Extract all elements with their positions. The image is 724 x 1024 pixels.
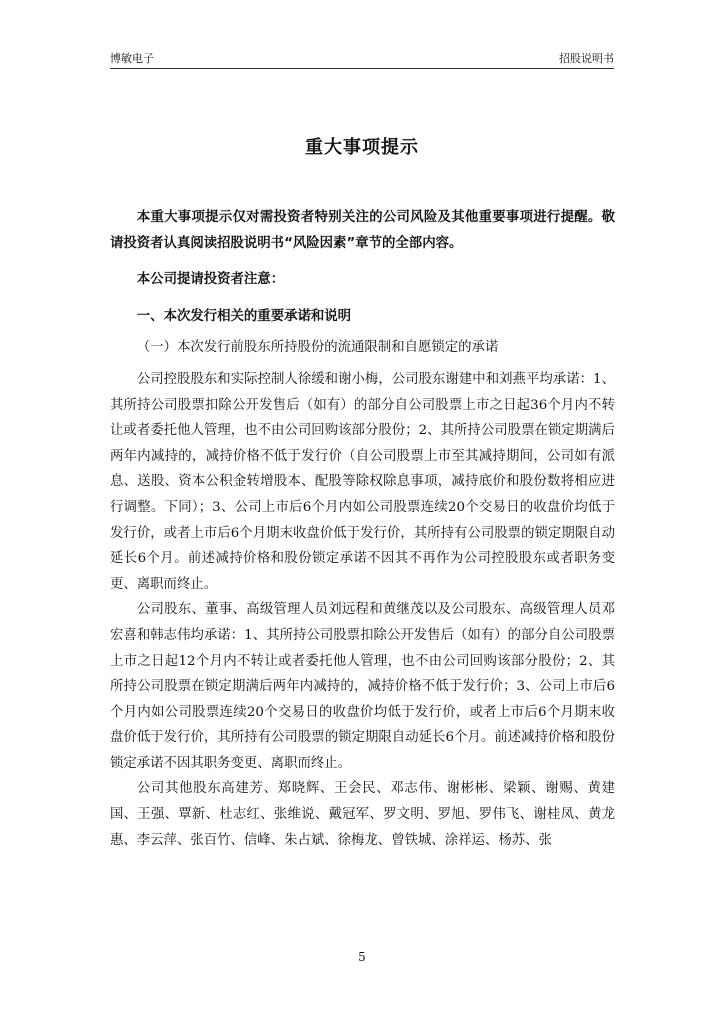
header-doc-type: 招股说明书 (559, 52, 614, 65)
page-header (110, 50, 614, 69)
section-subheading: （一）本次发行前股东所持股份的流通限制和自愿锁定的承诺 (136, 340, 499, 356)
intro-paragraph: 本重大事项提示仅对需投资者特别关注的公司风险及其他重要事项进行提醒。敬请投资者认真阅读招股说明书“风险因素”章节的全部内容。 (110, 210, 615, 251)
body-paragraph-3: 公司其他股东高建芳、郑晓辉、王会民、邓志伟、谢彬彬、梁颖、谢赐、黄建国、王强、覃新、杜志红、张维说、戴冠军、罗文明、罗旭、罗伟飞、谢桂凤、黄龙惠、李云萍、张百竹、信峰、朱占斌、徐梅龙、曾铁城、涂祥运、杨苏、张 (110, 781, 615, 848)
body-paragraph-1: 公司控股股东和实际控制人徐缓和谢小梅，公司股东谢建中和刘燕平均承诺：1、其所持公司股票扣除公开发售后（如有）的部分自公司股票上市之日起36个月内不转让或者委托他人管理，也不由公司回购该部分股份；2、其所持公司股票在锁定期满后两年内减持的，减持价格不低于发行价（自公司股票上市至其减持期间，公司如有派息、送股、资本公积金转增股本、配股等除权除息事项，减持底价和股份数将相应进行调整。下同）；3、公司上市后6个月内如公司股票连续20个交易日的收盘价均低于发行价，或者上市后6个月期末收盘价低于发行价，其所持有公司股票的锁定期限自动延长6个月。前述减持价格和股份锁定承诺不因其不再作为公司控股股东或者职务变更、离职而终止。 (110, 371, 615, 592)
page-title: 重大事项提示 (305, 137, 419, 158)
body-paragraph-2: 公司股东、董事、高级管理人员刘远程和黄继茂以及公司股东、高级管理人员邓宏喜和韩志伟均承诺：1、其所持公司股票扣除公开发售后（如有）的部分自公司股票上市之日起12个月内不转让或者委托他人管理，也不由公司回购该部分股份；2、其所持公司股票在锁定期满后两年内减持的，减持价格不低于发行价；3、公司上市后6个月内如公司股票连续20个交易日的收盘价均低于发行价，或者上市后6个月期末收盘价低于发行价，其所持有公司股票的锁定期限自动延长6个月。前述减持价格和股份锁定承诺不因其职务变更、离职而终止。 (110, 602, 615, 771)
document-body (110, 205, 615, 853)
page-number: 5 (358, 950, 366, 964)
notice-paragraph: 本公司提请投资者注意： (136, 272, 285, 288)
header-company: 博敏电子 (110, 52, 154, 65)
section-heading: 一、本次发行相关的重要承诺和说明 (136, 308, 352, 324)
